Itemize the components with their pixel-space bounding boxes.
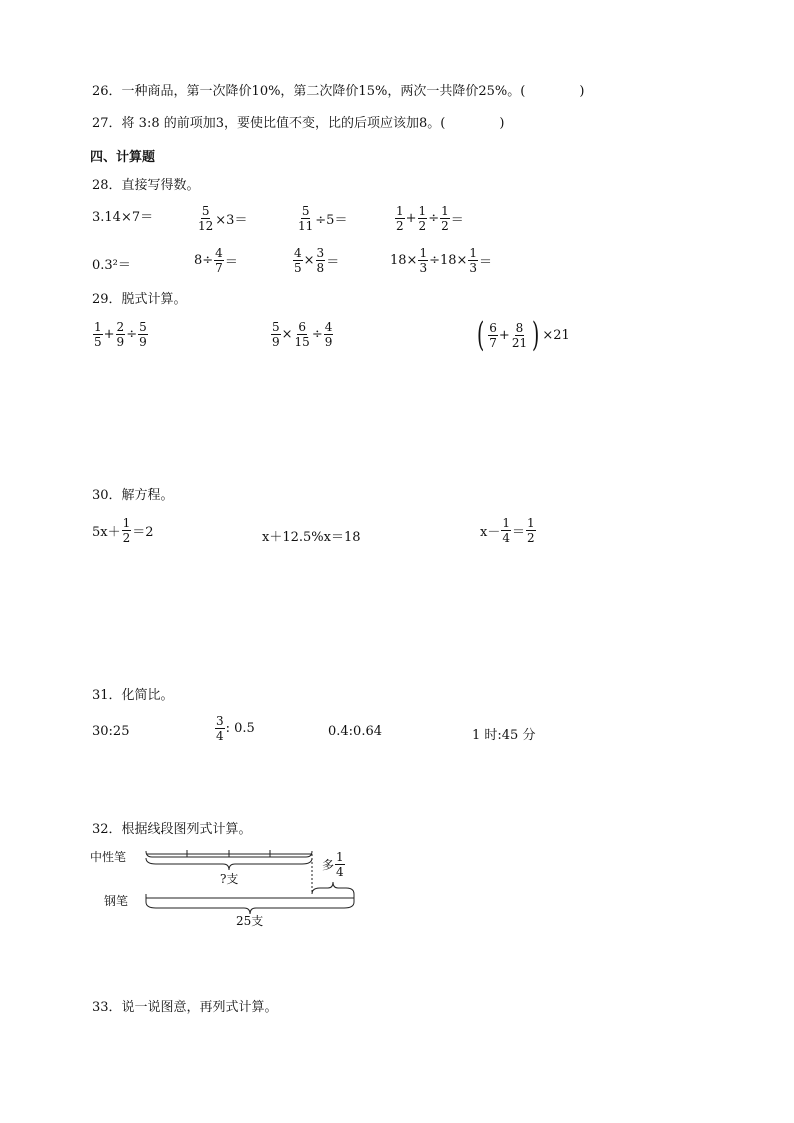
- fraction: $\frac{4}{9}$: [324, 320, 333, 349]
- fraction: $\frac{3}{4}$: [216, 714, 224, 743]
- question-30-title: 30．解方程。: [92, 488, 174, 503]
- fraction: $\frac{1}{3}$: [469, 246, 478, 275]
- q30-equation-1: 5x＋ $\frac{1}{2}$ ＝2: [92, 516, 154, 545]
- question-33-title: 33．说一说图意，再列式计算。: [92, 1000, 278, 1015]
- q31-ratio-3: 0.4:0.64: [328, 724, 382, 739]
- fraction: $\frac{1}{3}$: [419, 246, 428, 275]
- fraction: $\frac{1}{2}$: [418, 204, 427, 233]
- fraction: $\frac{4}{5}$: [294, 246, 302, 275]
- fraction: $\frac{1}{4}$: [336, 850, 344, 879]
- q30-equation-2: x＋12.5%x＝18: [262, 530, 361, 545]
- section-heading: 四、计算题: [90, 150, 156, 165]
- fraction: $\frac{1}{5}$: [94, 320, 102, 349]
- more-quarter: 多 $\frac{1}{4}$: [322, 850, 344, 879]
- fraction: $\frac{3}{8}$: [316, 246, 325, 275]
- fraction: $\frac{6}{15}$: [294, 320, 310, 349]
- line-segment-diagram: [90, 848, 370, 930]
- fraction: $\frac{5}{12}$: [198, 204, 214, 233]
- total-count: 25支: [236, 914, 264, 928]
- q28-expr-7: $\frac{4}{5}$ × $\frac{3}{8}$ ＝: [294, 246, 340, 275]
- q30-equation-3: x－ $\frac{1}{4}$ ＝ $\frac{1}{2}$: [480, 516, 535, 545]
- fraction: $\frac{1}{2}$: [122, 516, 131, 545]
- fraction: $\frac{1}{4}$: [502, 516, 510, 545]
- question-26: 26．一种商品，第一次降价10%，第二次降价15%，两次一共降价25%。( ): [92, 84, 585, 99]
- q28-expr-8: 18× $\frac{1}{3}$ ÷18× $\frac{1}{3}$ ＝: [390, 246, 493, 275]
- q29-expr-2: $\frac{5}{9}$ × $\frac{6}{15}$ ÷ $\frac{4}{9}$: [272, 320, 333, 349]
- top-brace: [146, 858, 312, 870]
- question-31-title: 31．化简比。: [92, 688, 174, 703]
- question-28-title: 28．直接写得数。: [92, 178, 200, 193]
- fraction: $\frac{5}{9}$: [272, 320, 280, 349]
- q28-expr-2: $\frac{5}{12}$ ×3＝: [198, 204, 248, 233]
- label-gel-pen: 中性笔: [90, 850, 127, 864]
- q31-ratio-2: $\frac{3}{4}$ : 0.5: [216, 714, 255, 743]
- label-steel-pen: 钢笔: [104, 894, 129, 908]
- q28-expr-3: $\frac{5}{11}$ ÷5＝: [298, 204, 348, 233]
- q28-expr-1: 3.14×7＝: [92, 210, 154, 225]
- q31-ratio-1: 30:25: [92, 724, 130, 739]
- left-paren: (: [476, 315, 485, 355]
- fraction: $\frac{1}{2}$: [396, 204, 404, 233]
- right-paren: ): [532, 315, 540, 355]
- q31-ratio-4: 1 时:45 分: [472, 728, 536, 743]
- q29-expr-1: $\frac{1}{5}$ + $\frac{2}{9}$ ÷ $\frac{5}{9}$: [94, 320, 147, 349]
- fraction: $\frac{1}{2}$: [527, 516, 535, 545]
- fraction: $\frac{1}{2}$: [441, 204, 449, 233]
- q28-expr-4: $\frac{1}{2}$ + $\frac{1}{2}$ ÷ $\frac{1}{2}$ ＝: [396, 204, 464, 233]
- q28-expr-6: 8÷ $\frac{4}{7}$ ＝: [194, 246, 238, 275]
- question-32-title: 32．根据线段图列式计算。: [92, 822, 252, 837]
- fraction: $\frac{5}{11}$: [298, 204, 314, 233]
- fraction: $\frac{4}{7}$: [215, 246, 223, 275]
- question-27-text: 27．将 3:8 的前项加3，要使比值不变，比的后项应该加8。(: [92, 116, 446, 131]
- q29-expr-3: ( $\frac{6}{7}$ + $\frac{8}{21}$ ) ×21: [476, 315, 570, 355]
- extra-brace: [312, 882, 354, 894]
- unknown-count: ?支: [220, 872, 239, 886]
- question-27: 27．将 3:8 的前项加3，要使比值不变，比的后项应该加8。( ): [92, 116, 505, 131]
- fraction: $\frac{8}{21}$: [511, 320, 528, 350]
- fraction: $\frac{6}{7}$: [489, 320, 497, 350]
- fraction: $\frac{2}{9}$: [116, 320, 125, 349]
- question-26-text: 26．一种商品，第一次降价10%，第二次降价15%，两次一共降价25%。(: [92, 84, 526, 99]
- question-29-title: 29．脱式计算。: [92, 292, 187, 307]
- fraction: $\frac{5}{9}$: [139, 320, 147, 349]
- q28-expr-5: 0.3²＝: [92, 258, 131, 273]
